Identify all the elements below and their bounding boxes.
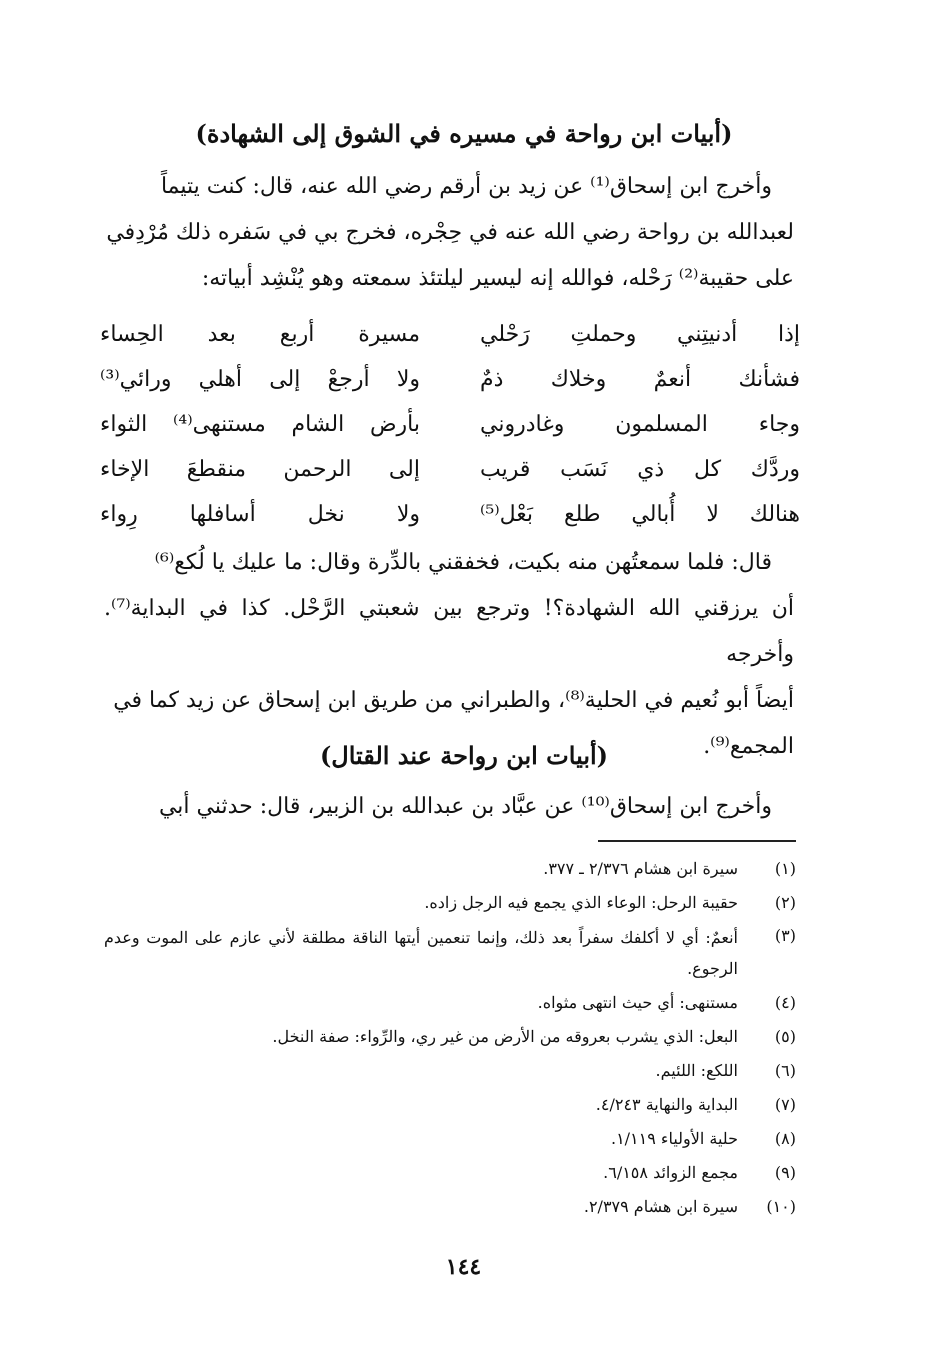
footnote-item [104,886,800,920]
page-number: ١٤٤ [445,1254,482,1280]
footnote-item [104,1088,800,1122]
footnote-item [104,986,800,1020]
intro-line: وأخرج ابن إسحاق⁽¹⁾ عن زيد بن أرقم رضي الله عنه، قال: كنت يتيماً [160,174,772,199]
footnote-number: (٥) [774,1027,796,1046]
footnote-number: (٤) [774,993,796,1012]
verse-first-hemistich: وردَّك كل ذي نَسَب قريب [480,457,800,482]
verse-second-hemistich: مسيرة أربع بعد الحِساء [100,322,420,347]
footnote-text: البعل: الذي يشرب بعروقه من الأرض من غير ري، والرِّواء: صفة النخل. [272,1027,738,1046]
poem-verse [100,402,800,447]
footnote-item [104,920,800,986]
footnote-number: (٩) [774,1163,796,1182]
section-title-2: (أبيات ابن رواحة عند القتال) [319,741,609,770]
footnote-number: (٢) [774,893,796,912]
footnote-text: حقيبة الرحل: الوعاء الذي يجمع فيه الرجل زاده. [424,893,738,912]
footnote-text: البداية والنهاية ٤/٢٤٣. [595,1095,738,1114]
footnote-item [104,1122,800,1156]
footnote-item [104,1156,800,1190]
intro-line: على حقيبة⁽²⁾ رَحْله، فوالله إنه ليسير ليلتئذ سمعته وهو يُنْشِد أبياته: [201,266,794,291]
intro-paragraph-1 [104,164,794,302]
footnote-item [104,852,800,886]
footnote-number: (٦) [774,1061,796,1080]
verse-second-hemistich: ولا أرجعْ إلى أهلي ورائي⁽³⁾ [100,367,420,392]
intro-line: وأخرج ابن إسحاق⁽¹⁰⁾ عن عبَّاد بن عبدالله بن الزبير، قال: حدثني أبي [158,794,772,819]
verse-first-hemistich: هنالك لا أُبالي طلع بَعْل⁽⁵⁾ [480,502,800,527]
footnote-item [104,1020,800,1054]
footnote-text: اللكع: اللئيم. [655,1061,738,1080]
footnote-separator [598,840,796,842]
verse-first-hemistich: فشأنك أنعمٌ وخلاك ذمٌ [480,367,800,392]
footnote-number: (٧) [774,1095,796,1114]
footnotes [104,852,800,1224]
footnote-text: أنعمٌ: أي لا أكلفك سفراً بعد ذلك، وإنما تنعمين أيتها الناقة مطلقة لأني عازم على الموت وعدم الرجوع. [104,928,738,978]
body-line: أن يرزقني الله الشهادة؟! وترجع بين شعبتي الرَّحْل. كذا في البداية⁽⁷⁾. وأخرجه [104,596,794,667]
body-line: قال: فلما سمعتُهن منه بكيت، فخفقني بالدِّرة وقال: ما عليك يا لُكع⁽⁶⁾ [154,550,772,575]
footnote-text: مجمع الزوائد ٦/١٥٨. [603,1163,738,1182]
poem-verse [100,447,800,492]
poem-verse [100,312,800,357]
footnote-text: سيرة ابن هشام ٢/٣٧٩. [583,1197,738,1216]
footnote-number: (٨) [774,1129,796,1148]
intro-paragraph-2 [104,784,794,830]
intro-line: لعبدالله بن رواحة رضي الله عنه في حِجْره، فخرج بي في سَفره ذلك مُرْدِفي [106,220,794,245]
section-title-1: (أبيات ابن رواحة في مسيره في الشوق إلى الشهادة) [195,119,733,148]
verse-second-hemistich: إلى الرحمن منقطعَ الإخاء [100,457,420,482]
footnote-item [104,1054,800,1088]
footnote-text: حلية الأولياء ١/١١٩. [610,1129,738,1148]
footnote-text: سيرة ابن هشام ٢/٣٧٦ ـ ٣٧٧. [543,859,738,878]
poem [100,312,800,537]
verse-second-hemistich: بأرض الشام مستنهى⁽⁴⁾ الثواء [100,412,420,437]
footnote-item [104,1190,800,1224]
footnote-number: (٣) [774,926,796,945]
body-line: المجمع⁽⁹⁾. [703,734,794,759]
footnote-number: (١) [774,859,796,878]
body-line: أيضاً أبو نُعيم في الحلية⁽⁸⁾، والطبراني من طريق ابن إسحاق عن زيد كما في [113,688,794,713]
verse-first-hemistich: إذا أدنيتِني وحملتِ رَحْلي [480,322,800,347]
poem-verse [100,492,800,537]
footnote-text: مستنهى: أي حيث انتهى مثواه. [537,993,738,1012]
verse-first-hemistich: وجاء المسلمون وغادروني [480,412,800,437]
poem-verse [100,357,800,402]
verse-second-hemistich: ولا نخل أسافلها رِواء [100,502,420,527]
footnote-number: (١٠) [766,1197,796,1216]
body-paragraph-2 [104,540,794,770]
